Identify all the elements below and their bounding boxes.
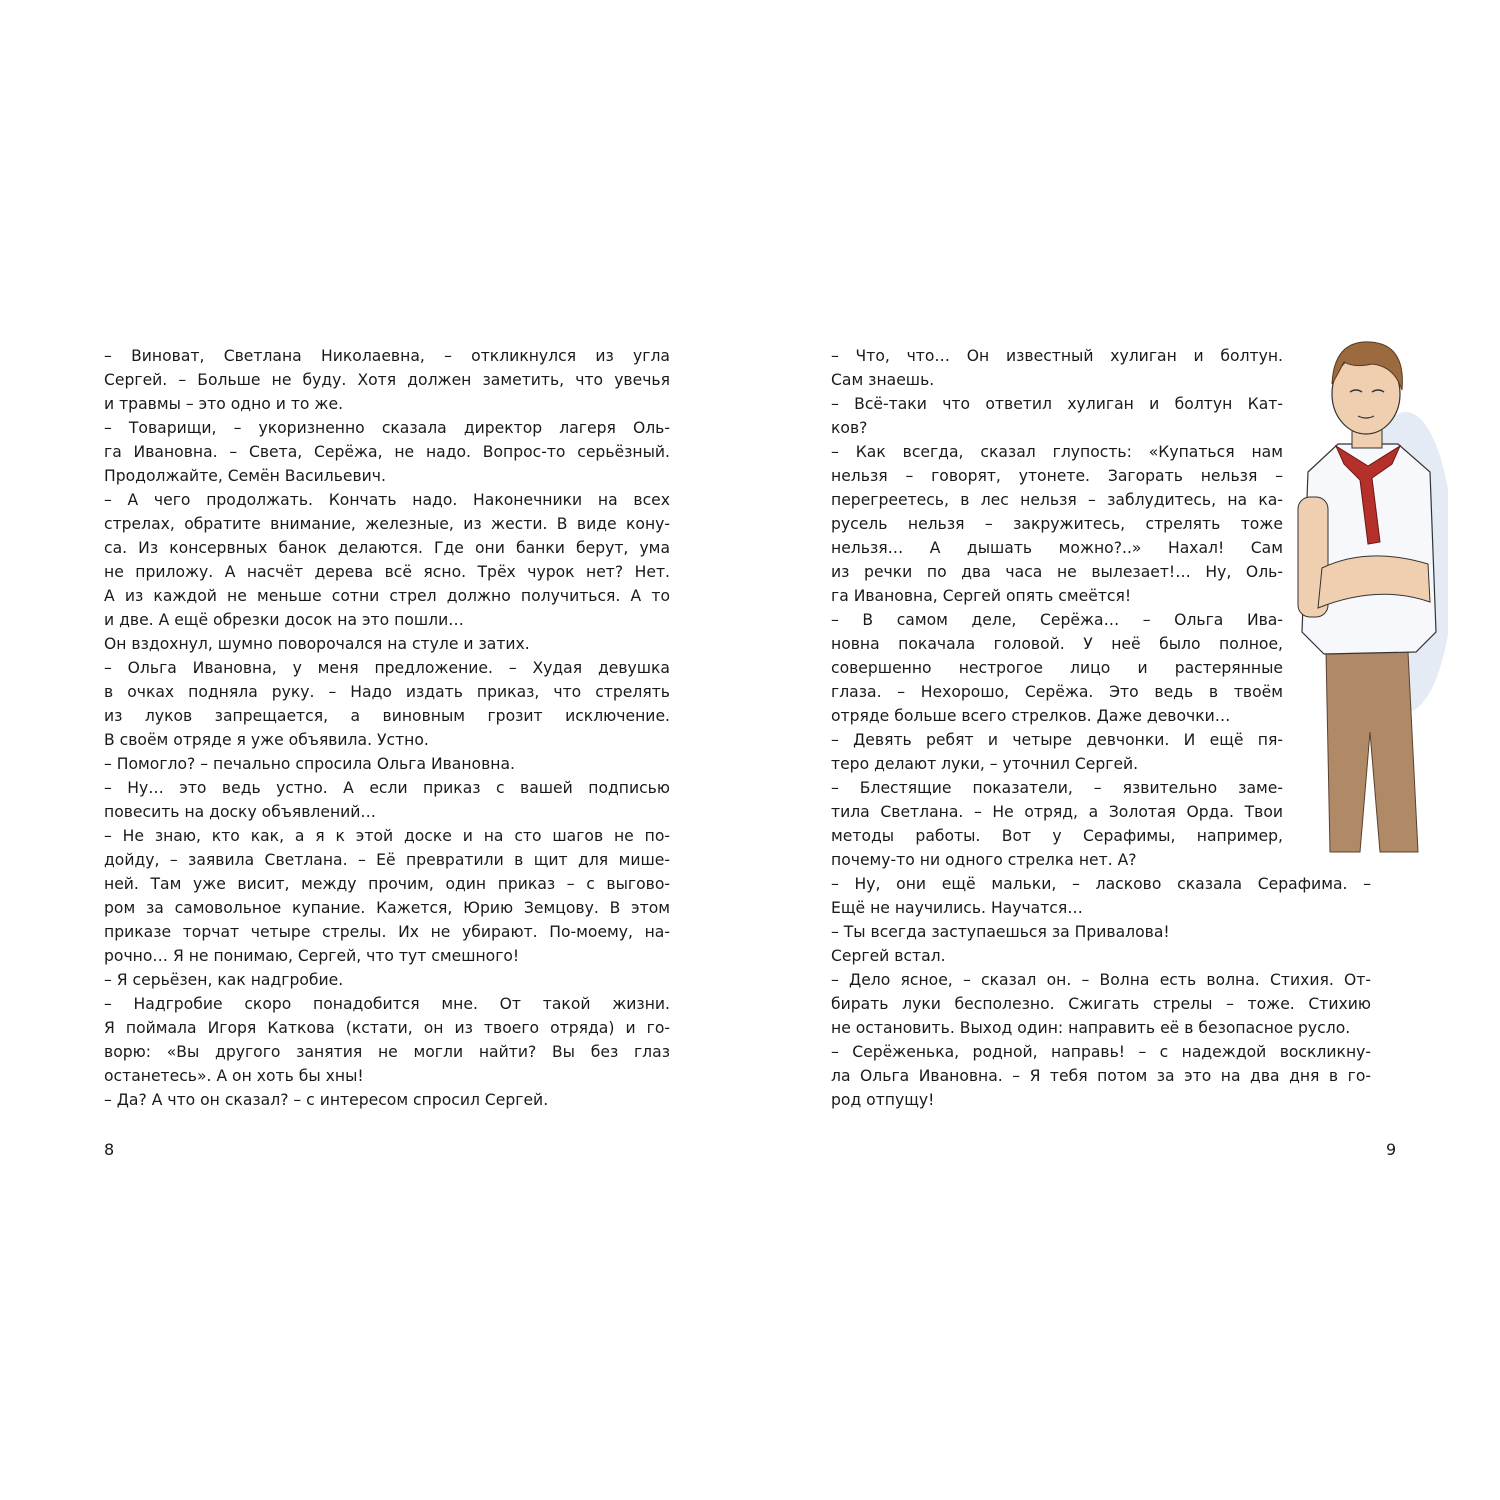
text-line: тила Светлана. – Не отряд, а Золотая Орда. Твои: [831, 803, 1283, 821]
text-line: – Помогло? – печально спросила Ольга Ивановна.: [104, 755, 515, 773]
text-line: и две. А ещё обрезки досок на это пошли…: [104, 611, 464, 629]
right-page-text-upper: [831, 344, 1283, 872]
text-line: повесить на доску объявлений…: [104, 803, 377, 821]
text-line: га Ивановна. – Света, Серёжа, не надо. Вопрос-то серьёзный.: [104, 443, 670, 461]
page-number-right: 9: [1386, 1140, 1397, 1159]
text-line: Он вздохнул, шумно поворочался на стуле и затих.: [104, 635, 530, 653]
text-line: из речки по два часа не вылезает!… Ну, Оль-: [831, 563, 1283, 581]
text-line: Я поймала Игоря Каткова (кстати, он из твоего отряда) и го-: [104, 1019, 670, 1037]
text-line: – Всё-таки что ответил хулиган и болтун Кат-: [831, 395, 1283, 413]
text-line: методы работы. Вот у Серафимы, например,: [831, 827, 1283, 845]
text-line: нельзя… А дышать можно?..» Нахал! Сам: [831, 539, 1283, 557]
text-line: Сам знаешь.: [831, 371, 935, 389]
text-line: и травмы – это одно и то же.: [104, 395, 344, 413]
text-line: не остановить. Выход один: направить её в безопасное русло.: [831, 1019, 1351, 1037]
text-line: из луков запрещается, а виновным грозит исключение.: [104, 707, 670, 725]
text-line: Продолжайте, Семён Васильевич.: [104, 467, 386, 485]
text-line: останетесь». А он хоть бы хны!: [104, 1067, 364, 1085]
text-line: А из каждой не меньше сотни стрел должно получиться. А то: [104, 587, 670, 605]
text-line: – Серёженька, родной, направь! – с надеждой воскликну-: [831, 1043, 1371, 1061]
text-line: – Что, что… Он известный хулиган и болтун.: [831, 347, 1283, 365]
text-line: ла Ольга Ивановна. – Я тебя потом за это на два дня в го-: [831, 1067, 1371, 1085]
text-line: новна покачала головой. У неё было полное,: [831, 635, 1283, 653]
text-line: русель нельзя – закружитесь, стрелять тоже: [831, 515, 1283, 533]
text-line: почему-то ни одного стрелка нет. А?: [831, 851, 1137, 869]
text-line: глаза. – Нехорошо, Серёжа. Это ведь в твоём: [831, 683, 1283, 701]
text-line: Сергей встал.: [831, 947, 946, 965]
text-line: ворю: «Вы другого занятия не могли найти? Вы без глаз: [104, 1043, 670, 1061]
text-line: Сергей. – Больше не буду. Хотя должен заметить, что увечья: [104, 371, 670, 389]
boy-illustration: [1288, 332, 1448, 857]
text-line: са. Из консервных банок делаются. Где они банки берут, ума: [104, 539, 670, 557]
text-line: – Ну… это ведь устно. А если приказ с вашей подписью: [104, 779, 670, 797]
text-line: – А чего продолжать. Кончать надо. Наконечники на всех: [104, 491, 670, 509]
text-line: – Ну, они ещё мальки, – ласково сказала Серафима. –: [831, 875, 1371, 893]
text-line: – Не знаю, кто как, а я к этой доске и на сто шагов не по-: [104, 827, 670, 845]
text-line: – Блестящие показатели, – язвительно заме-: [831, 779, 1283, 797]
text-line: – Ольга Ивановна, у меня предложение. – Худая девушка: [104, 659, 670, 677]
text-line: га Ивановна, Сергей опять смеётся!: [831, 587, 1132, 605]
text-line: ней. Там уже висит, между прочим, один приказ – с выгово-: [104, 875, 670, 893]
text-line: теро делают луки, – уточнил Сергей.: [831, 755, 1139, 773]
text-line: – Надгробие скоро понадобится мне. От такой жизни.: [104, 995, 670, 1013]
text-line: – Девять ребят и четыре девчонки. И ещё пя-: [831, 731, 1283, 749]
text-line: – Товарищи, – укоризненно сказала директор лагеря Оль-: [104, 419, 670, 437]
text-line: рочно… Я не понимаю, Сергей, что тут смешного!: [104, 947, 520, 965]
text-line: – В самом деле, Серёжа… – Ольга Ива-: [831, 611, 1283, 629]
text-line: дойду, – заявила Светлана. – Её превратили в щит для мише-: [104, 851, 670, 869]
text-line: приказе торчат четыре стрелы. Их не убирают. По-моему, на-: [104, 923, 670, 941]
text-line: – Как всегда, сказал глупость: «Купаться нам: [831, 443, 1283, 461]
text-line: – Ты всегда заступаешься за Привалова!: [831, 923, 1170, 941]
text-line: ков?: [831, 419, 868, 437]
text-line: – Дело ясное, – сказал он. – Волна есть волна. Стихия. От-: [831, 971, 1371, 989]
text-line: не приложу. А насчёт дерева всё ясно. Трёх чурок нет? Нет.: [104, 563, 670, 581]
page-number-left: 8: [104, 1140, 115, 1159]
text-line: нельзя – говорят, утонете. Загорать нельзя –: [831, 467, 1283, 485]
text-line: стрелах, обратите внимание, железные, из жести. В виде кону-: [104, 515, 670, 533]
trousers: [1326, 652, 1418, 852]
right-page-text-lower: [831, 872, 1371, 1112]
text-line: род отпущу!: [831, 1091, 935, 1109]
text-line: совершенно нестрогое лицо и растерянные: [831, 659, 1283, 677]
text-line: Ещё не научились. Научатся…: [831, 899, 1083, 917]
text-line: – Я серьёзен, как надгробие.: [104, 971, 344, 989]
text-line: бирать луки бесполезно. Сжигать стрелы – тоже. Стихию: [831, 995, 1371, 1013]
text-line: в очках подняла руку. – Надо издать приказ, что стрелять: [104, 683, 670, 701]
text-line: перегреетесь, в лес нельзя – заблудитесь, на ка-: [831, 491, 1283, 509]
text-line: – Да? А что он сказал? – с интересом спросил Сергей.: [104, 1091, 549, 1109]
text-line: отряде больше всего стрелков. Даже девочки…: [831, 707, 1231, 725]
left-page-text: [104, 344, 670, 1112]
text-line: В своём отряде я уже объявила. Устно.: [104, 731, 429, 749]
text-line: – Виноват, Светлана Николаевна, – откликнулся из угла: [104, 347, 670, 365]
text-line: ром за самовольное купание. Кажется, Юрию Земцову. В этом: [104, 899, 670, 917]
